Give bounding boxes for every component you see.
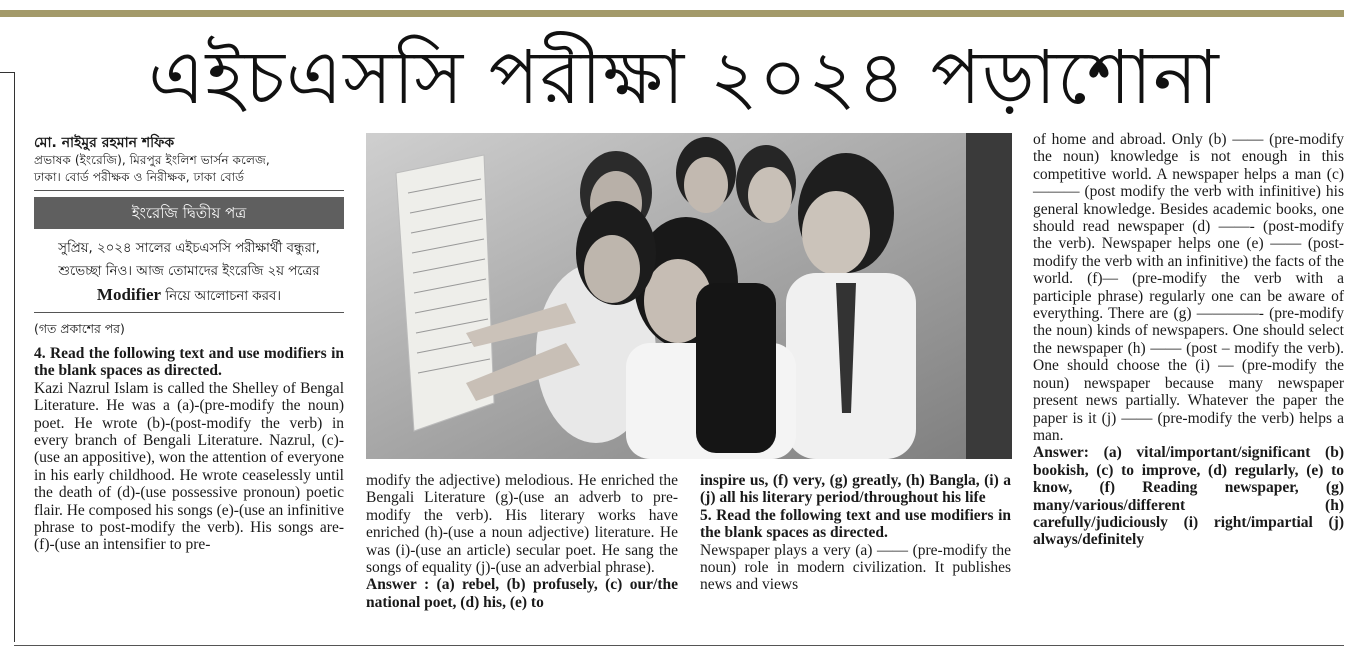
- question-4-answer-continued: inspire us, (f) very, (g) greatly, (h) Bangla, (i) a (j) all his literary period/throughout his life: [700, 472, 1011, 507]
- question-4-heading: 4. Read the following text and use modifiers in the blank spaces as directed.: [34, 345, 344, 380]
- greeting-line-3: [34, 283, 344, 308]
- column-1: [34, 134, 344, 554]
- question-4-text-continued: modify the adjective) melodious. He enriched the Bengali Literature (g)-(use an adverb to pre-modify the verb). His literary works have enriched (h)-(use a noun adjective) literature. He was (i)-(use an article) secular poet. He sang the songs of equality (j)-(use an adverbial phrase).: [366, 472, 678, 577]
- column-4: [1033, 131, 1344, 549]
- question-4-text: Kazi Nazrul Islam is called the Shelley of Bengal Literature. He was a (a)-(pre-modify the noun) poet. He wrote (b)-(post-modify the verb) in every branch of Bengali Literature. Nazrul, (c)-(use an appositive), won the attention of everyone in his early childhood. He wrote ceaselessly until the death of (d)-(use possessive pronoun) poetic flair. He composed his songs (e)-(use an infinitive phrase to post-modify the verb). His songs are- (f)-(use an intensifier to pre-: [34, 379, 344, 554]
- question-4-answer: Answer : (a) rebel, (b) profusely, (c) our/the national poet, (d) his, (e) to: [366, 576, 678, 611]
- students-photo-illustration: [366, 133, 1012, 459]
- author-name: মো. নাইমুর রহমান শফিক: [34, 135, 175, 151]
- greeting-line-3-rest: নিয়ে আলোচনা করব।: [161, 289, 282, 304]
- left-divider-line: [14, 72, 15, 642]
- subject-band: ইংরেজি দ্বিতীয় পত্র: [34, 197, 344, 229]
- page-headline: এইচএসসি পরীক্ষা ২০২৪ পড়াশোনা: [148, 35, 1220, 121]
- greeting: [34, 237, 344, 308]
- bottom-rule: [14, 645, 1344, 646]
- column-3: [700, 472, 1011, 594]
- author-role-line-2: ঢাকা। বোর্ড পরীক্ষক ও নিরীক্ষক, ঢাকা বোর্ড: [34, 170, 245, 184]
- greeting-line-2: শুভেচ্ছা নিও। আজ তোমাদের ইংরেজি ২য় পত্রের: [58, 264, 320, 279]
- divider: [34, 190, 344, 191]
- question-5-text-continued: of home and abroad. Only (b) —— (pre-modify the noun) knowledge is not enough in this competitive world. A newspaper helps a man (c) ——— (post modify the verb with infinitive) his general knowledge. Besides academic books, one should read newspaper (d) ——- (post-modify the verb). Newspaper helps one (e) —— (post- modify the verb with an infinitive) the facts of the world. (f)— (pre-modify the verb with a participle phrase) regularly one can be aware of everything. There are (g) ————- (pre-modify the noun) kinds of newspapers. One should select the newspaper (h) —— (post – modify the verb). One should choose the (i) — (pre-modify the noun) newspaper because many newspaper present news partially. Whatever the paper the paper is it (j) —— (pre-modify the verb) helps a man.: [1033, 131, 1344, 444]
- topic-word: Modifier: [96, 285, 162, 304]
- question-5-answer: Answer: (a) vital/important/significant (b) bookish, (c) to improve, (d) regularly, (e) to know, (f) Reading newspaper, (g) many/various/different (h) carefully/judiciously (i) right/impartial (j) always/definitely: [1033, 444, 1344, 549]
- greeting-line-1: সুপ্রিয়, ২০২৪ সালের এইচএসসি পরীক্ষার্থী বন্ধুরা,: [58, 241, 320, 256]
- question-5-heading: 5. Read the following text and use modifiers in the blank spaces as directed.: [700, 506, 1011, 542]
- header-accent-bar: [0, 10, 1344, 17]
- column-2: [366, 472, 678, 611]
- divider: [34, 312, 344, 313]
- students-photo: [366, 133, 1012, 459]
- author-role-line-1: প্রভাষক (ইংরেজি), মিরপুর ইংলিশ ভার্সন কলেজ,: [34, 153, 270, 167]
- question-5-text: Newspaper plays a very (a) —— (pre-modify the noun) role in modern civilization. It publishes news and views: [700, 541, 1011, 594]
- continued-note: (গত প্রকাশের পর): [34, 321, 125, 336]
